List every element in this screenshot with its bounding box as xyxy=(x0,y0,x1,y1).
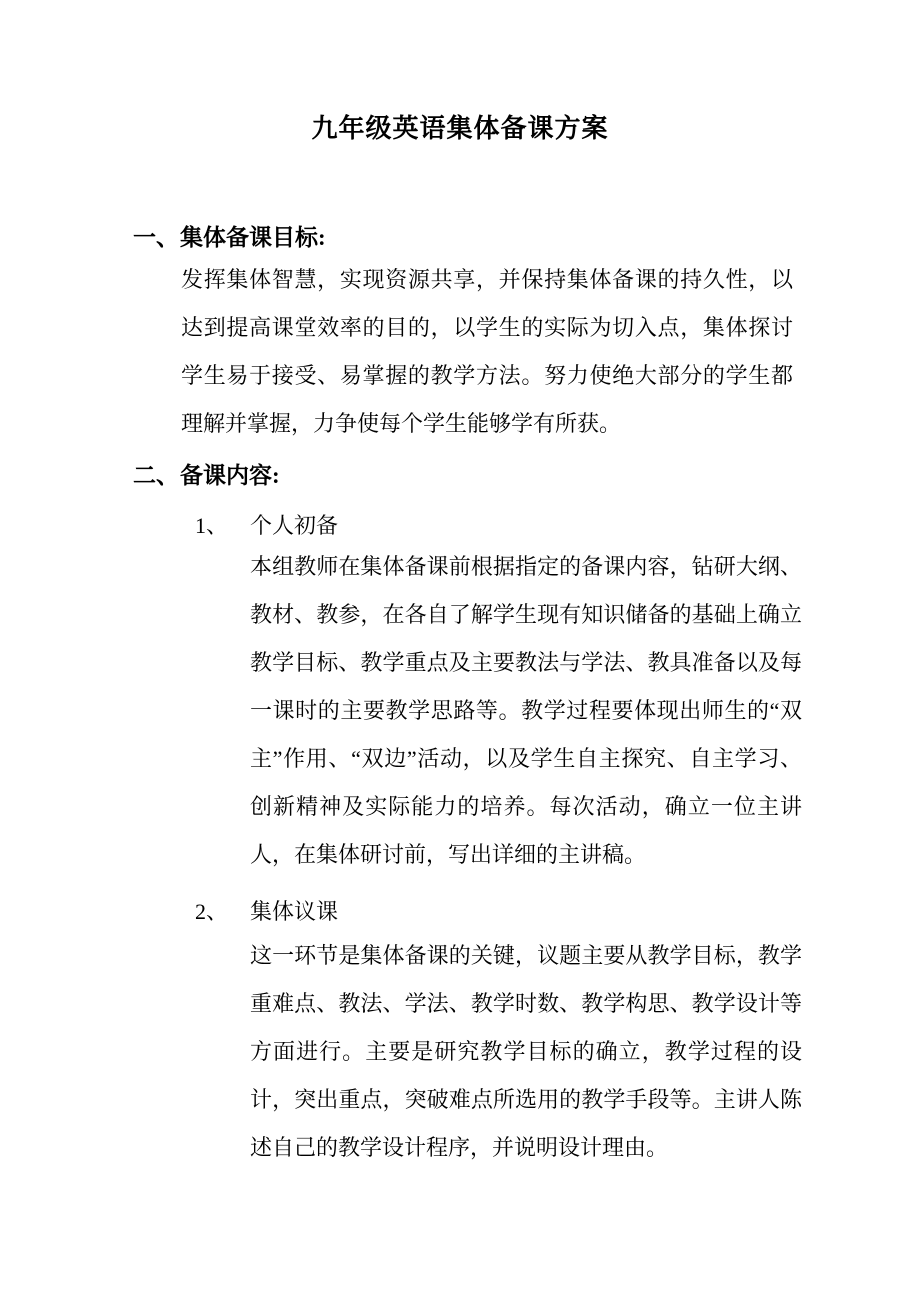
section-1-paragraph: 发挥集体智慧，实现资源共享，并保持集体备课的持久性，以达到提高课堂效率的目的，以学生的实际为切入点，集体探讨学生易于接受、易掌握的教学方法。努力使绝大部分的学生都理解并掌握，力争使每个学生能够学有所获。 xyxy=(181,267,793,436)
section-2-number: 二、 xyxy=(133,463,179,488)
item-1-paragraph: 本组教师在集体备课前根据指定的备课内容，钻研大纲、教材、教参，在各自了解学生现有知识储备的基础上确立教学目标、教学重点及主要教法与学法、教具准备以及每一课时的主要教学思路等。教学过程要体现出师生的“双主”作用、“双边”活动，以及学生自主探究、自主学习、创新精神及实际能力的培养。每次活动，确立一位主讲人，在集体研讨前，写出详细的主讲稿。 xyxy=(250,554,802,867)
item-2-paragraph: 这一环节是集体备课的关键，议题主要从教学目标，教学重难点、教法、学法、教学时数、教学构思、教学设计等方面进行。主要是研究教学目标的确立，教学过程的设计，突出重点，突破难点所选用的教学手段等。主讲人陈述自己的教学设计程序，并说明设计理由。 xyxy=(250,943,802,1160)
item-1-title: 个人初备 xyxy=(250,513,339,538)
item-1-heading xyxy=(195,509,338,540)
item-2-number: 2、 xyxy=(195,899,229,924)
item-2-heading xyxy=(195,895,338,926)
section-2-title: 备课内容: xyxy=(180,463,280,488)
document-title: 九年级英语集体备课方案 xyxy=(311,114,609,143)
section-1-number: 一、 xyxy=(133,225,179,250)
section-1-title: 集体备课目标: xyxy=(180,225,326,250)
item-2-title: 集体议课 xyxy=(250,899,339,924)
section-2-heading xyxy=(133,457,280,490)
item-1-number: 1、 xyxy=(195,513,229,538)
section-1-heading xyxy=(133,219,326,252)
